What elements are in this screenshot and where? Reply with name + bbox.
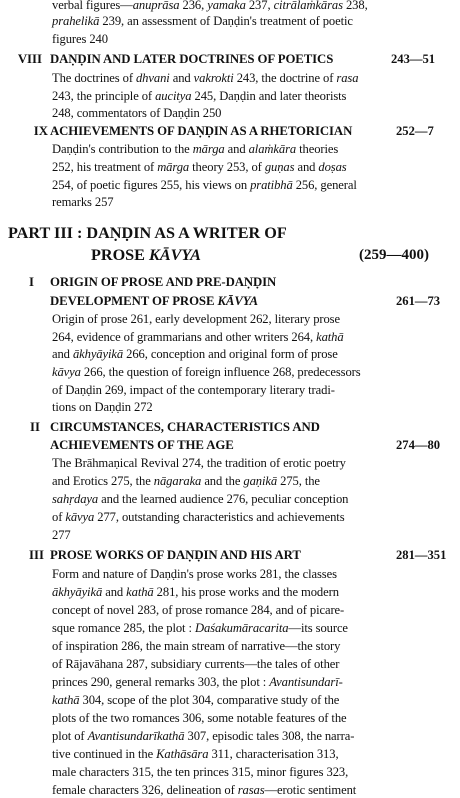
- text-line: prahelikā 239, an assessment of Daṇḍin's treatment of poetic: [52, 14, 353, 28]
- chapter-numeral: VIII: [17, 52, 42, 66]
- text-line: Daṇḍin's contribution to the mārga and alaṁkāra theories: [52, 142, 339, 156]
- text-line: 254, of poetic figures 255, his views on pratibhā 256, general: [52, 178, 357, 192]
- page-range: 252—7: [396, 124, 434, 138]
- chapter-numeral: III: [29, 548, 44, 562]
- chapter-numeral: I: [29, 275, 34, 289]
- page-range: 261—73: [396, 294, 441, 308]
- text-line: 277: [52, 528, 71, 542]
- text-line: and ākhyāyikā 266, conception and original form of prose: [52, 347, 338, 361]
- chapter-numeral: II: [30, 420, 40, 434]
- text-line: remarks 257: [52, 195, 114, 209]
- text-line: 264, evidence of grammarians and other writers 264, kathā: [52, 330, 344, 344]
- text-line: Origin of prose 261, early development 262, literary prose: [52, 312, 340, 326]
- chapter-numeral: IX: [33, 124, 48, 138]
- chapter-heading: CIRCUMSTANCES, CHARACTERISTICS AND: [50, 420, 320, 434]
- text-line: ākhyāyikā and kathā 281, his prose works and the modern: [52, 585, 339, 599]
- text-line: Form and nature of Daṇḍin's prose works 281, the classes: [52, 567, 337, 581]
- text-line: 252, his treatment of mārga theory 253, of guṇas and doṣas: [52, 160, 347, 174]
- text-line: The Brāhmaṇical Revival 274, the tradition of erotic poetry: [52, 456, 346, 470]
- text-line: The doctrines of dhvani and vakrokti 243, the doctrine of rasa: [52, 71, 359, 85]
- chapter-heading: DAṆḌIN AND LATER DOCTRINES OF POETICS: [50, 52, 334, 66]
- text-line: of Daṇḍin 269, impact of the contemporary literary tradi-: [52, 383, 335, 397]
- text-line: kathā 304, scope of the plot 304, comparative study of the: [52, 693, 340, 707]
- chapter-heading: ORIGIN OF PROSE AND PRE-DAṆḌIN: [50, 275, 277, 289]
- text-line: concept of novel 283, of prose romance 284, and of picare-: [52, 603, 345, 617]
- chapter-heading: DEVELOPMENT OF PROSE KĀVYA: [50, 294, 258, 308]
- chapter-heading: PROSE WORKS OF DAṆḌIN AND HIS ART: [50, 548, 301, 562]
- text-line: male characters 315, the ten princes 315, minor figures 323,: [52, 765, 349, 779]
- text-line: figures 240: [52, 32, 108, 46]
- text-line: female characters 326, delineation of rasas—erotic sentiment: [52, 783, 357, 797]
- text-line: verbal figures—anuprāsa 236, yamaka 237, citrālaṁkāras 238,: [52, 0, 368, 12]
- text-line: kāvya 266, the question of foreign influence 268, predecessors: [52, 365, 361, 379]
- text-line: tions on Daṇḍin 272: [52, 400, 153, 414]
- part-heading: PROSE KĀVYA: [91, 246, 201, 264]
- chapter-heading: ACHIEVEMENTS OF DAṆḌIN AS A RHETORICIAN: [50, 124, 353, 138]
- text-line: sque romance 285, the plot : Daśakumāracarita—its source: [52, 621, 348, 635]
- text-line: of Rājavāhana 287, subsidiary currents—the tales of other: [52, 657, 340, 671]
- page-range: 281—351: [396, 548, 447, 562]
- text-line: sahṛdaya and the learned audience 276, peculiar conception: [52, 492, 349, 506]
- text-line: 243, the principle of aucitya 245, Daṇḍin and later theorists: [52, 89, 347, 103]
- part-heading: PART III : DAṆḌIN AS A WRITER OF: [8, 224, 287, 242]
- text-line: princes 290, general remarks 303, the plot : Avantisundarī-: [52, 675, 343, 689]
- text-line: 248, commentators of Daṇḍin 250: [52, 106, 222, 120]
- text-line: plots of the two romances 306, some notable features of the: [52, 711, 347, 725]
- page-range: (259—400): [359, 247, 429, 263]
- page-range: 243—51: [391, 52, 436, 66]
- text-line: of kāvya 277, outstanding characteristics and achievements: [52, 510, 345, 524]
- text-line: plot of Avantisundarīkathā 307, episodic tales 308, the narra-: [52, 729, 355, 743]
- text-line: tive continued in the Kathāsāra 311, characterisation 313,: [52, 747, 339, 761]
- page-range: 274—80: [396, 438, 441, 452]
- chapter-heading: ACHIEVEMENTS OF THE AGE: [50, 438, 234, 452]
- text-line: of inspiration 286, the main stream of narrative—the story: [52, 639, 341, 653]
- text-line: and Erotics 275, the nāgaraka and the gaṇikā 275, the: [52, 474, 320, 488]
